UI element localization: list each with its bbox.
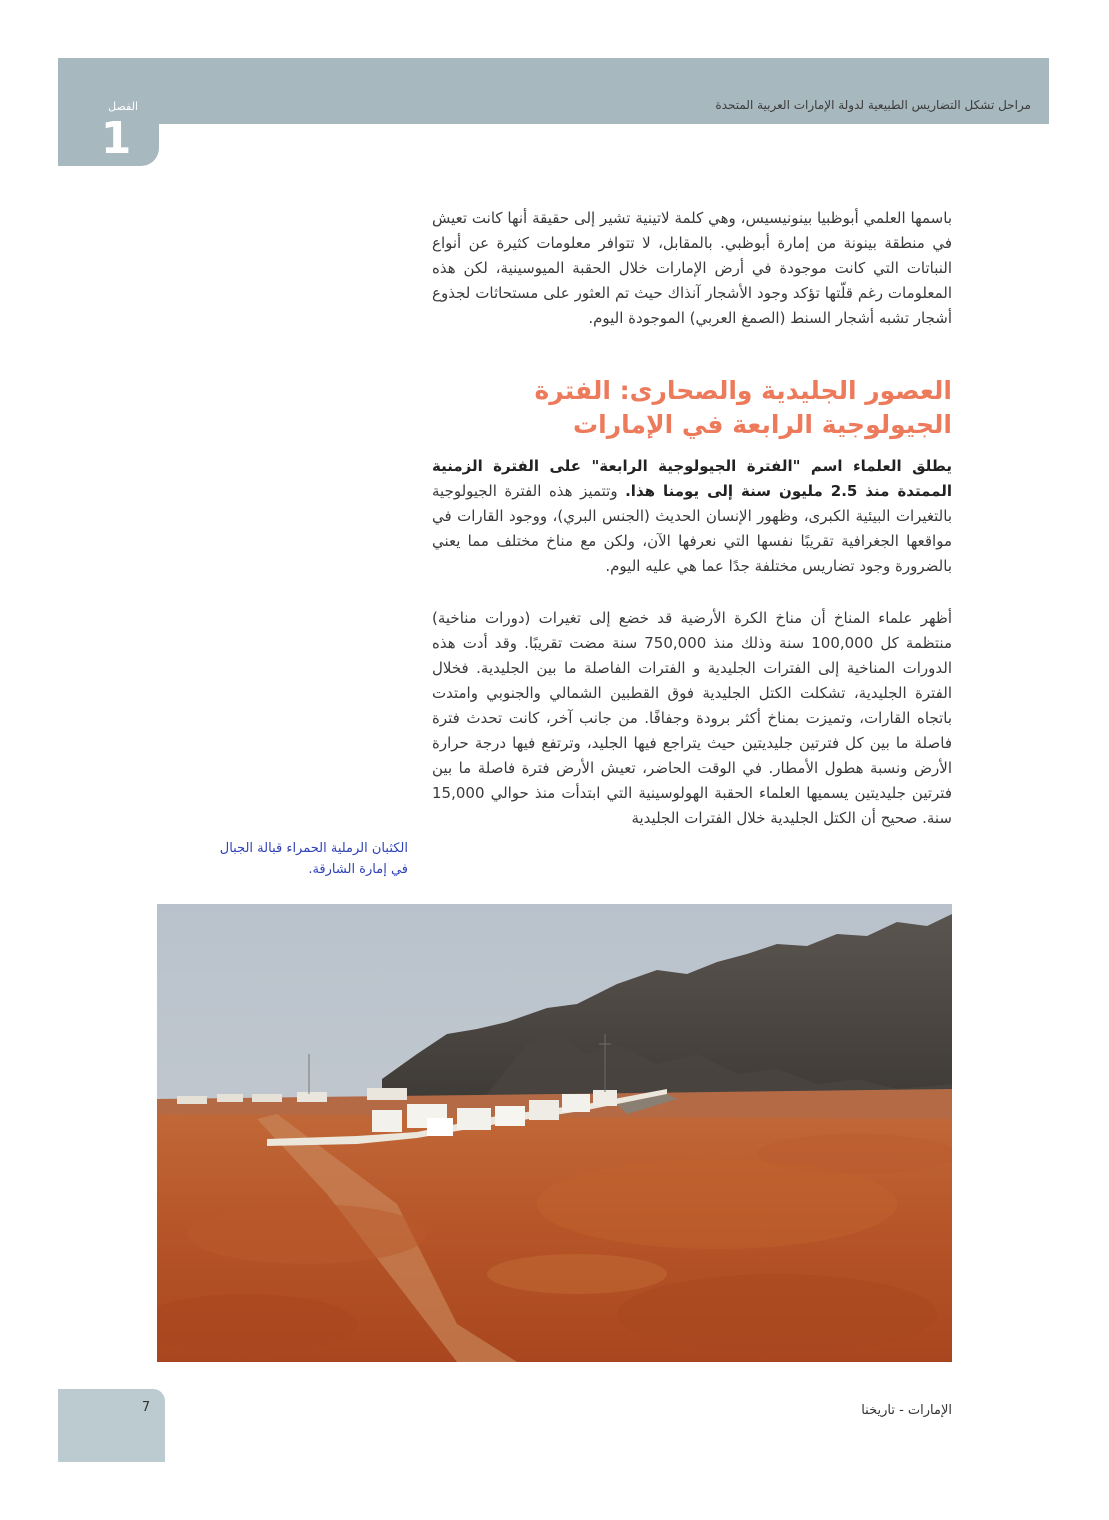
paragraph-2-text: وتتميز هذه الفترة الجيولوجية بالتغيرات البيئية الكبرى، وظهور الإنسان الحديث (الجنس البري)، ووجود القارات في مواقعها الجغرافية تقريبًا نفسها التي نعرفها الآن، ولكن مع مناخ مختلف مما يعني بالضرورة وجود تضاريس مختلفة جدًا عما هي عليه اليوم.	[432, 482, 952, 575]
page-number: 7	[141, 1400, 151, 1415]
header-band	[58, 58, 1049, 124]
chapter-label: الفصل	[108, 100, 138, 113]
body-paragraph-3: أظهر علماء المناخ أن مناخ الكرة الأرضية قد خضع إلى تغيرات (دورات مناخية) منتظمة كل 100,000 سنة وذلك منذ 750,000 سنة مضت تقريبًا. وقد أدت هذه الدورات المناخية إلى الفترات الجليدية و الفترات الفاصلة ما بين الجليدية. فخلال الفترة الجليدية، تشكلت الكتل الجليدية فوق القطبين الشمالي والجنوبي وامتدت باتجاه القارات، وتميزت بمناخ أكثر برودة وجفافًا. من جانب آخر، كانت تحدث فترة فاصلة ما بين كل فترتين جليديتين حيث يتراجع فيها الجليد، وترتفع فيها درجة حرارة الأرض ونسبة هطول الأمطار. في الوقت الحاضر، تعيش الأرض فترة فاصلة ما بين فترتين جليديتين يسميها العلماء الحقبة الهولوسينية التي ابتدأت منذ حوالي 15,000 سنة. صحيح أن الكتل الجليدية خلال الفترات الجليدية	[432, 609, 952, 827]
paragraph-2-bold-lead: يطلق العلماء اسم "الفترة الجيولوجية الرابعة" على الفترة الزمنية الممتدة منذ 2.5 مليون سنة إلى يومنا هذا.	[432, 457, 952, 500]
running-header-title: مراحل تشكل التضاريس الطبيعية لدولة الإمارات العربية المتحدة	[715, 98, 1031, 112]
body-paragraph-1: باسمها العلمي أبوظبيا بينونيسيس، وهي كلمة لاتينية تشير إلى حقيقة أنها كانت تعيش في منطقة بينونة من إمارة أبوظبي. بالمقابل، لا تتوافر معلومات كثيرة عن أنواع النباتات التي كانت موجودة في أرض الإمارات خلال الحقبة الميوسينية، لكن هذه المعلومات رغم قلّتها تؤكد وجود الأشجار آنذاك حيث تم العثور على مستحاثات لجذوع أشجار تشبه أشجار السنط (الصمغ العربي) الموجودة اليوم.	[432, 209, 952, 327]
figure-caption: الكثبان الرملية الحمراء قبالة الجبال في إمارة الشارقة.	[219, 841, 408, 877]
footer-book-title: الإمارات - تاريخنا	[861, 1403, 952, 1418]
chapter-number: 1	[100, 113, 132, 164]
desert-mountain-photo	[157, 904, 952, 1362]
body-paragraph-2	[432, 454, 952, 579]
section-heading: العصور الجليدية والصحارى: الفترة الجيولوجية الرابعة في الإمارات	[534, 376, 952, 439]
